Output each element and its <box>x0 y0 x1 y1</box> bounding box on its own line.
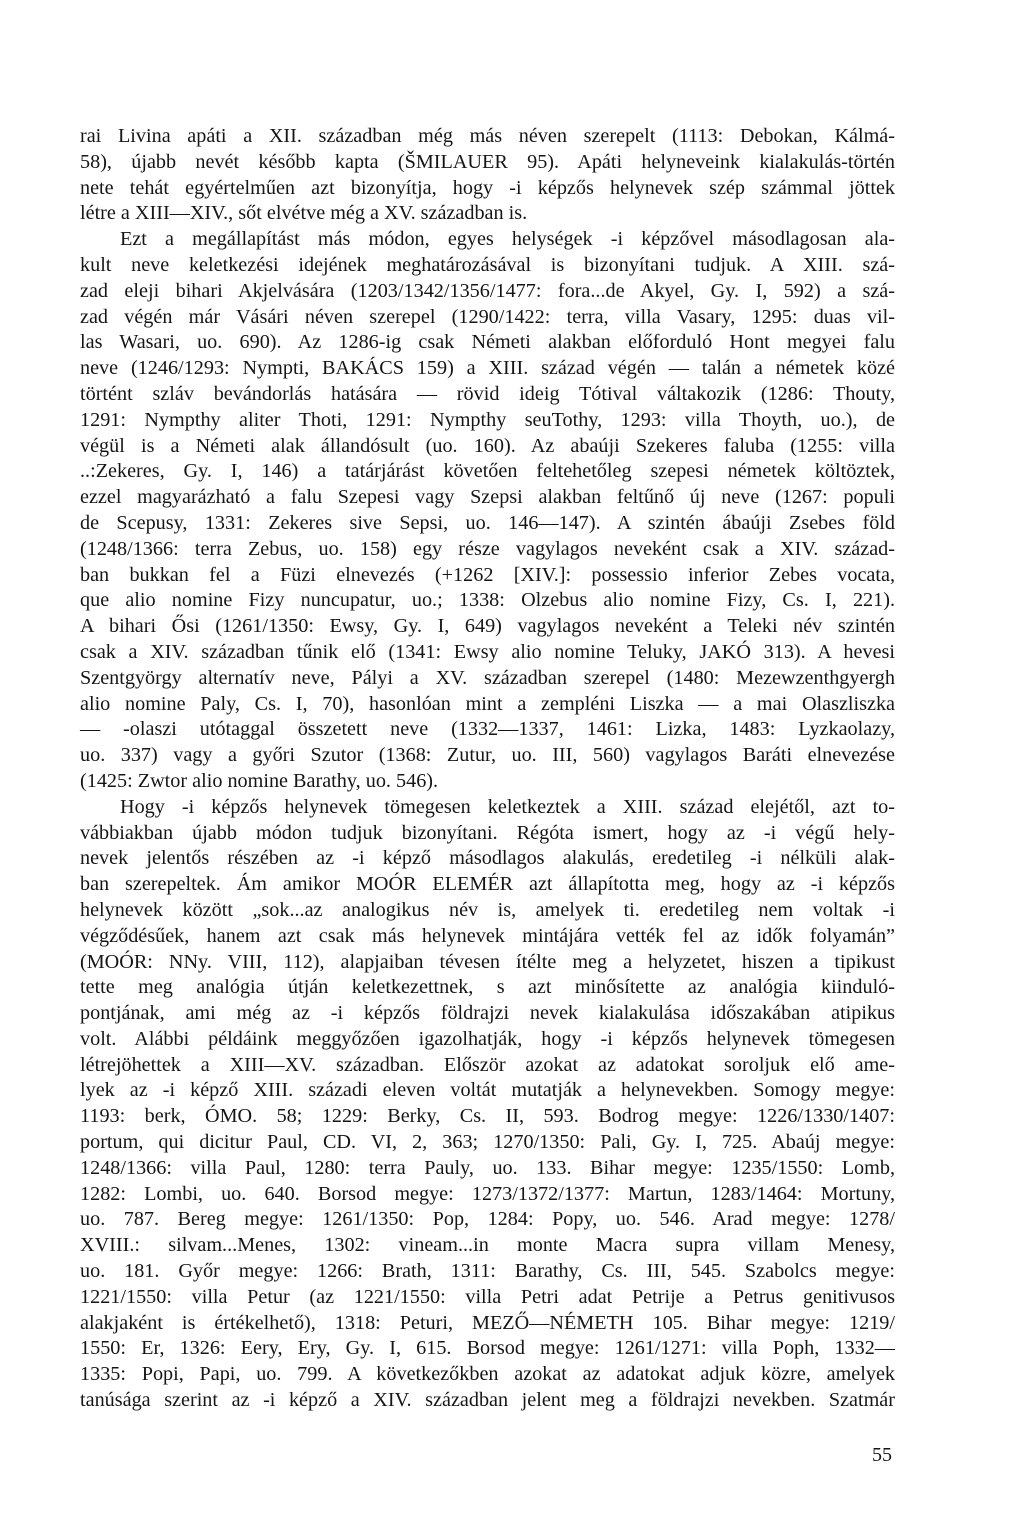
text-line: (MOÓR: NNy. VIII, 112), alapjaiban tévesen ítélte meg a helyzetet, hiszen a tipikust <box>80 950 895 973</box>
text-line: vábbiakban újabb módon tudjuk bizonyítani. Régóta ismert, hogy az -i végű hely- <box>80 821 895 844</box>
text-line: lyek az -i képző XIII. századi eleven voltát mutatják a helynevekben. Somogy megye: <box>80 1079 895 1102</box>
text-line: 1291: Nympthy aliter Thoti, 1291: Nympthy seuTothy, 1293: villa Thoyth, uo.), de <box>80 408 895 431</box>
text-line: zad végén már Vásári néven szerepel (1290/1422: terra, villa Vasary, 1295: duas vil- <box>80 305 895 328</box>
text-line: ..:Zekeres, Gy. I, 146) a tatárjárást követően feltehetőleg szepesi németek költöztek, <box>80 460 895 483</box>
text-line: rai Livina apáti a XII. században még más néven szerepelt (1113: Debokan, Kálmá- <box>80 125 895 147</box>
text-line: Hogy -i képzős helynevek tömegesen keletkeztek a XIII. század elejétől, azt to- <box>120 795 895 818</box>
text-line: ban szerepeltek. Ám amikor MOÓR ELEMÉR azt állapította meg, hogy az -i képzős <box>80 873 895 896</box>
page-number: 55 <box>872 1444 892 1466</box>
text-line: ezzel magyarázható a falu Szepesi vagy Szepsi alakban feltűnő új neve (1267: populi <box>80 486 895 509</box>
text-line: uo. 181. Győr megye: 1266: Brath, 1311: Barathy, Cs. III, 545. Szabolcs megye: <box>80 1260 895 1283</box>
text-line: uo. 337) vagy a győri Szutor (1368: Zutur, uo. III, 560) vagylagos Baráti elnevezése <box>80 744 895 767</box>
text-line: 1335: Popi, Papi, uo. 799. A következőkben azokat az adatokat adjuk közre, amelyek <box>80 1363 895 1386</box>
text-line: de Scepusy, 1331: Zekeres sive Sepsi, uo. 146—147). A szintén ábaúji Zsebes föld <box>80 511 895 534</box>
text-line: nevek jelentős részében az -i képző másodlagos alakulás, eredetileg -i nélküli alak- <box>80 847 895 870</box>
text-line: alio nomine Paly, Cs. I, 70), hasonlóan mint a zempléni Liszka — a mai Olaszliszka <box>80 692 895 715</box>
text-line: pontjának, ami még az -i képzős földrajzi nevek kialakulása időszakában atipikus <box>80 1002 895 1025</box>
text-line: 1193: berk, ÓMO. 58; 1229: Berky, Cs. II, 593. Bodrog megye: 1226/1330/1407: <box>80 1105 895 1128</box>
text-line: nete tehát egyértelműen azt bizonyítja, hogy -i képzős helynevek szép számmal jöttek <box>80 176 895 199</box>
text-line: XVIII.: silvam...Menes, 1302: vineam...in monte Macra supra villam Menesy, <box>80 1234 895 1257</box>
text-line: kult neve keletkezési idejének meghatározásával is bizonyítani tudjuk. A XIII. szá- <box>80 253 895 276</box>
body-text <box>80 124 895 1414</box>
text-line: 58), újabb nevét később kapta (ŠMILAUER 95). Apáti helyneveink kialakulás-történ <box>80 150 895 173</box>
text-line: (1248/1366: terra Zebus, uo. 158) egy része vagylagos neveként csak a XIV. század- <box>80 537 895 560</box>
text-line: történt szláv bevándorlás hatására — rövid ideig Tótival váltakozik (1286: Thouty, <box>80 382 895 405</box>
text-line: létrejöhettek a XIII—XV. században. Először azokat az adatokat soroljuk elő ame- <box>80 1053 895 1076</box>
text-line: létre a XIII—XIV., sőt elvétve még a XV. században is. <box>80 202 528 225</box>
text-line: volt. Alábbi példáink meggyőzően igazolhatják, hogy -i képzős helynevek tömegesen <box>80 1027 895 1050</box>
text-line: A bihari Ősi (1261/1350: Ewsy, Gy. I, 649) vagylagos neveként a Teleki név szintén <box>80 615 895 638</box>
text-line: végződésűek, hanem azt csak más helynevek mintájára vették fel az idők folyamán” <box>80 924 895 947</box>
text-line: 1248/1366: villa Paul, 1280: terra Pauly, uo. 133. Bihar megye: 1235/1550: Lomb, <box>80 1156 895 1179</box>
text-line: ban bukkan fel a Füzi elnevezés (+1262 [XIV.]: possessio inferior Zebes vocata, <box>80 563 895 586</box>
text-line: 1282: Lombi, uo. 640. Borsod megye: 1273/1372/1377: Martun, 1283/1464: Mortuny, <box>80 1182 895 1205</box>
text-line: 1550: Er, 1326: Eery, Ery, Gy. I, 615. Borsod megye: 1261/1271: villa Poph, 1332— <box>80 1337 895 1360</box>
text-line: Szentgyörgy alternatív neve, Pályi a XV. században szerepel (1480: Mezewzenthgyergh <box>80 666 895 689</box>
text-line: las Wasari, uo. 690). Az 1286-ig csak Németi alakban előforduló Hont megyei falu <box>80 331 895 354</box>
text-line: que alio nomine Fizy nuncupatur, uo.; 1338: Olzebus alio nomine Fizy, Cs. I, 221). <box>80 589 895 612</box>
text-line: zad eleji bihari Akjelvására (1203/1342/1356/1477: fora...de Akyel, Gy. I, 592) a szá- <box>80 279 895 302</box>
text-line: (1425: Zwtor alio nomine Barathy, uo. 546). <box>80 769 439 792</box>
text-line: portum, qui dicitur Paul, CD. VI, 2, 363; 1270/1350: Pali, Gy. I, 725. Abaúj megye: <box>80 1131 895 1154</box>
text-line: 1221/1550: villa Petur (az 1221/1550: villa Petri adat Petrije a Petrus genitivusos <box>80 1285 895 1308</box>
text-line: uo. 787. Bereg megye: 1261/1350: Pop, 1284: Popy, uo. 546. Arad megye: 1278/ <box>80 1208 895 1231</box>
text-line: tanúsága szerint az -i képző a XIV. században jelent meg a földrajzi nevekben. Szatmár <box>80 1389 895 1412</box>
text-line: végül is a Németi alak állandósult (uo. 160). Az abaúji Szekeres faluba (1255: villa <box>80 434 895 457</box>
text-line: alakjaként is értékelhető), 1318: Peturi, MEZŐ—NÉMETH 105. Bihar megye: 1219/ <box>80 1311 895 1334</box>
text-line: neve (1246/1293: Nympti, BAKÁCS 159) a XIII. század végén — talán a németek közé <box>80 357 895 380</box>
text-line: helynevek között „sok...az analogikus név is, amelyek ti. eredetileg nem voltak -i <box>80 898 895 921</box>
text-line: — -olaszi utótaggal összetett neve (1332—1337, 1461: Lizka, 1483: Lyzkaolazy, <box>80 718 895 741</box>
text-line: tette meg analógia útján keletkezettnek, s azt minősítette az analógia kiinduló- <box>80 976 895 999</box>
text-line: Ezt a megállapítást más módon, egyes helységek -i képzővel másodlagosan ala- <box>120 228 895 251</box>
text-line: csak a XIV. században tűnik elő (1341: Ewsy alio nomine Teluky, JAKÓ 313). A hevesi <box>80 640 895 663</box>
